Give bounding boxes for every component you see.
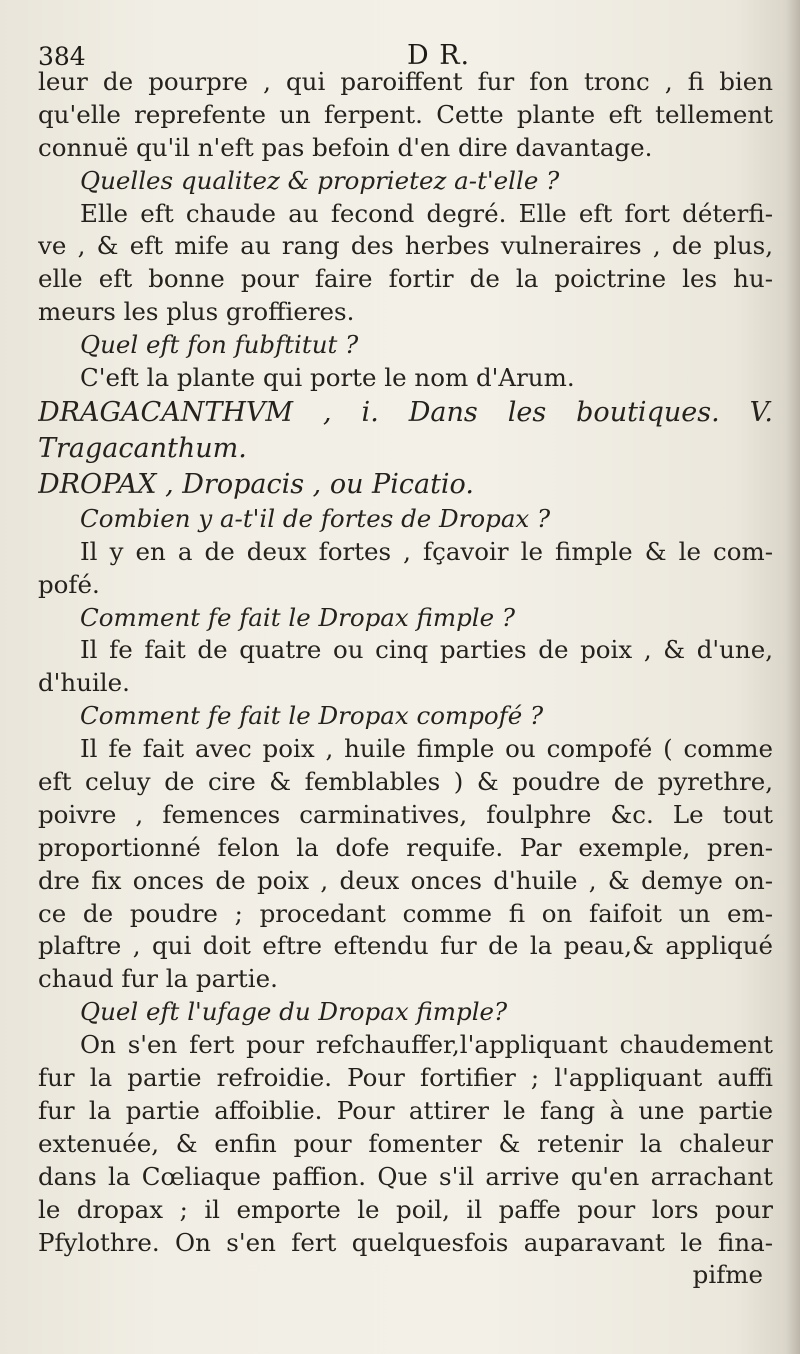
catchword: pifme [692,1260,763,1290]
entry-headword-dropax: DROPAX , Dropacis , ou Picatio. [38,468,474,500]
text-line: ve , & eft mife au rang des herbes vulneraires , de plus, [38,231,773,261]
question-heading: Quel eft l'ufage du Dropax fimple? [80,997,508,1027]
text-line: On s'en fert pour refchauffer,l'appliquant chaudement [80,1030,773,1060]
question-heading: Quel eft fon fubftitut ? [80,330,359,360]
text-line: ce de poudre ; procedant comme fi on faifoit un em- [38,898,773,928]
text-line: d'huile. [38,668,130,698]
question-heading: Quelles qualitez & proprietez a-t'elle ? [80,165,560,195]
text-line: qu'elle reprefente un ferpent. Cette plante eft tellement [38,99,773,129]
text-line: elle eft bonne pour faire fortir de la poictrine les hu- [38,264,773,294]
text-line: dre fix onces de poix , deux onces d'huile , & demye on- [38,865,773,895]
text-line: Elle eft chaude au fecond degré. Elle eft fort déterfi- [80,198,773,228]
text-line: Il fe fait de quatre ou cinq parties de poix , & d'une, [80,635,773,665]
question-heading: Comment fe fait le Dropax fimple ? [80,602,516,632]
text-line: dans la Cœliaque paffion. Que s'il arrive qu'en arrachant [38,1161,773,1191]
text-line: proportionné felon la dofe requife. Par exemple, pren- [38,832,773,862]
text-line: le dropax ; il emporte le poil, il paffe pour lors pour [38,1194,773,1224]
text-line: poivre , femences carminatives, foulphre &c. Le tout [38,799,773,829]
entry-headword-dragacanthum: DRAGACANTHVM , i. Dans les boutiques. V. [38,396,773,428]
text-line: leur de pourpre , qui paroiffent fur fon tronc , fi bien [38,67,773,96]
text-line: meurs les plus groffieres. [38,297,355,327]
text-line: C'eft la plante qui porte le nom d'Arum. [80,363,575,393]
text-line: Pfylothre. On s'en fert quelquesfois auparavant le fina- [38,1227,773,1257]
body-text [38,66,773,1292]
text-line: plaftre , qui doit eftre eftendu fur de la peau,& appliqué [38,931,773,961]
page-number: 384 [38,42,86,71]
text-line: fur la partie affoiblie. Pour attirer le fang à une partie [38,1095,773,1125]
text-line: Tragacanthum. [38,432,247,464]
text-line: fur la partie refroidie. Pour fortifier ; l'appliquant auffi [38,1063,773,1093]
question-heading: Combien y a-t'il de fortes de Dropax ? [80,503,551,533]
text-line: pofé. [38,569,100,599]
text-line: extenuée, & enfin pour fomenter & retenir la chaleur [38,1128,773,1158]
text-line: chaud fur la partie. [38,964,278,994]
question-heading: Comment fe fait le Dropax compofé ? [80,701,544,731]
page-edge-shadow [786,0,800,1354]
running-head: D R. [407,40,471,71]
text-line: Il fe fait avec poix , huile fimple ou compofé ( comme [80,734,773,764]
text-line: eft celuy de cire & femblables ) & poudre de pyrethre, [38,767,773,797]
text-line: connuë qu'il n'eft pas befoin d'en dire davantage. [38,132,653,162]
text-line: Il y en a de deux fortes , fçavoir le fimple & le com- [80,536,773,566]
